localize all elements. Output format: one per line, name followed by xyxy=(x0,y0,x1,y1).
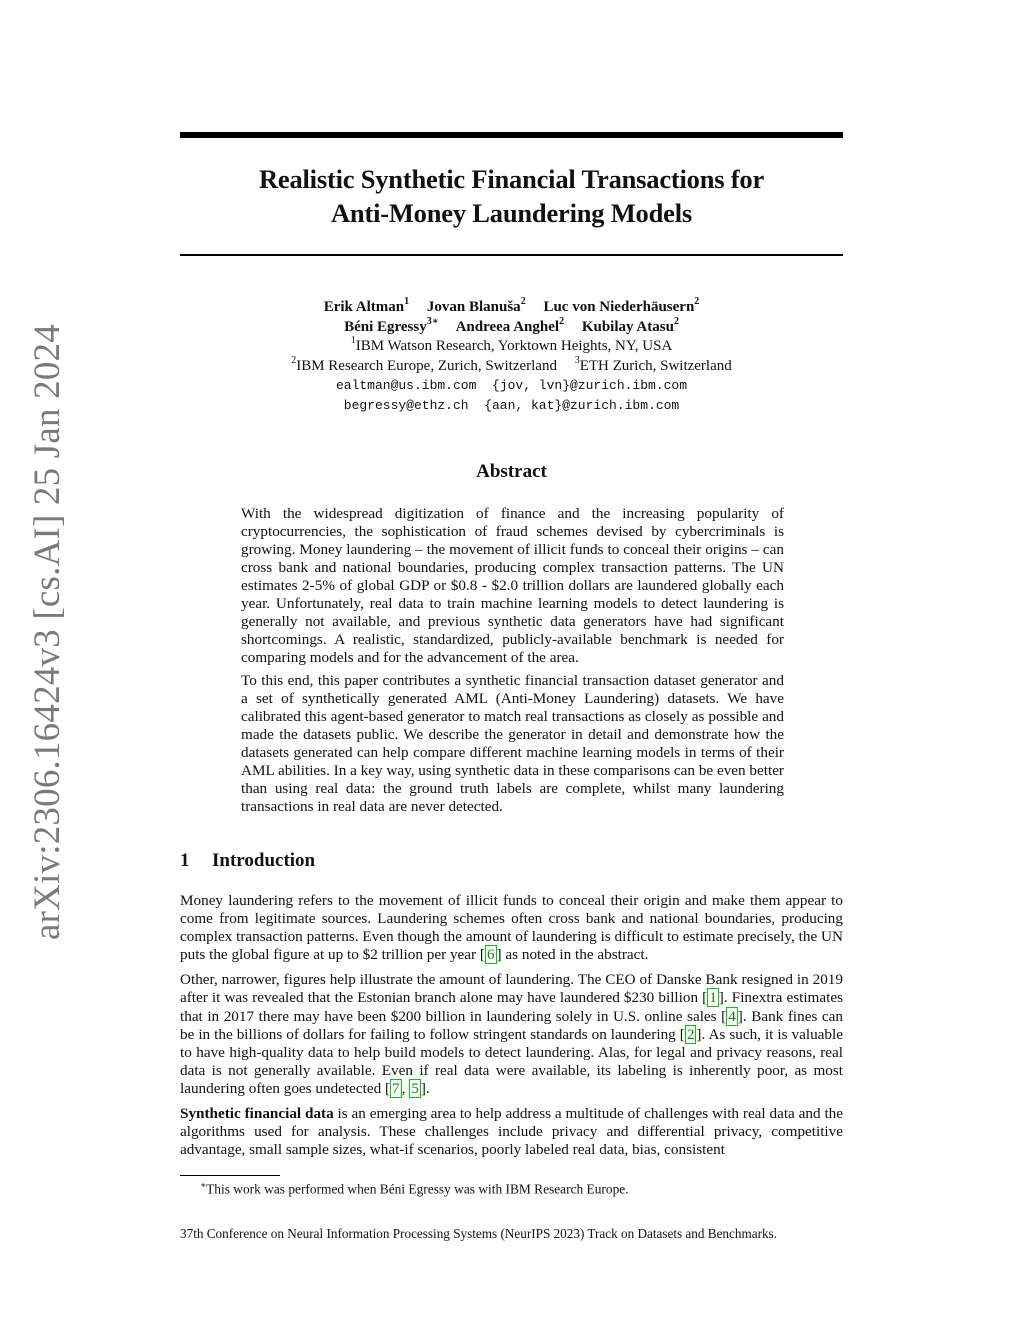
author-name: Béni Egressy xyxy=(344,318,427,335)
footnote-rule xyxy=(180,1175,280,1176)
author-name: Andreea Anghel xyxy=(455,318,560,335)
section-number: 1 xyxy=(180,850,190,871)
text-run: Money laundering refers to the movement of illicit funds to conceal their origin and make them appear to come from legitimate sources. Laundering schemes often cross bank and national boundaries, producing complex transaction patterns. Even though the amount of laundering is difficult to estimate precisely, the UN puts the global figure at up to $2 trillion per year xyxy=(180,892,843,964)
author-name: Kubilay Atasu xyxy=(581,318,674,335)
affiliation-mark: 1 xyxy=(350,335,356,346)
text-run: . Finextra estimates that in 2017 there may have been $200 billion in laundering solely in U.S. online sales xyxy=(180,989,843,1025)
text-run: . Bank fines can be in the billions of dollars for failing to follow stringent standards on laundering xyxy=(180,1007,843,1043)
abstract-paragraph: With the widespread digitization of finance and the increasing popularity of cryptocurrencies, the sophistication of fraud schemes devised by cybercriminals is growing. Money laundering – the movement of illicit funds to conceal their origins – can cross bank and national boundaries, producing complex transaction patterns. The UN estimates 2-5% of global GDP or $0.8 - $2.0 trillion dollars are laundered globally each year. Unfortunately, real data to train machine learning models to detect laundering is generally not available, and previous synthetic data generators have had significant shortcomings. A realistic, standardized, publicly-available benchmark is needed for comparing models and for the advancement of the area. xyxy=(241,505,784,666)
author-block xyxy=(180,298,843,415)
email-line-2: begressy@ethz.ch {aan, kat}@zurich.ibm.com xyxy=(343,397,680,413)
arxiv-stamp: arXiv:2306.16424v3 [cs.AI] 25 Jan 2024 xyxy=(27,324,68,940)
abstract-heading: Abstract xyxy=(476,461,547,482)
abstract-paragraph: To this end, this paper contributes a synthetic financial transaction dataset generator and a set of synthetically generated AML (Anti-Money Laundering) datasets. We have calibrated this agent-based generator to match real transactions as closely as possible and made the datasets public. We describe the generator in detail and demonstrate how the datasets generated can help compare different machine learning models in terms of their AML abilities. In a key way, using synthetic data in these comparisons can be even better than using real data: the ground truth labels are complete, whilst many laundering transactions in real data are never detected. xyxy=(241,672,784,815)
text-run: as noted in the abstract. xyxy=(501,946,649,964)
affiliation: ETH Zurich, Switzerland xyxy=(579,357,732,374)
author-line-2 xyxy=(180,315,843,338)
author-affiliation-mark: 1 xyxy=(404,296,410,307)
abstract-body xyxy=(241,505,784,821)
affiliation: IBM Watson Research, Yorktown Heights, NY, USA xyxy=(355,338,673,354)
text-run: . As such, it is valuable to have high-quality data to help build models to detect laundering. Alas, for legal and privacy reasons, real data is not generally available. Even if real data were available, its labeling is inherently poor, as most laundering often goes undetected xyxy=(180,1025,843,1097)
text-run: . xyxy=(425,1079,430,1097)
title-bottom-rule xyxy=(180,254,843,256)
text-run: Other, narrower, figures help illustrate the amount of laundering. The CEO of Danske Bank resigned in 2019 after it was revealed that the Estonian branch alone may have laundered $230 billion xyxy=(180,971,843,1007)
footnote xyxy=(200,1180,629,1197)
affiliation: IBM Research Europe, Zurich, Switzerland xyxy=(296,357,557,374)
author-name: Jovan Blanuša xyxy=(426,299,521,315)
affiliation-mark: 3 xyxy=(574,354,580,366)
intro-body xyxy=(180,892,843,1166)
citation-link[interactable]: 6 xyxy=(486,946,495,964)
author-affiliation-mark: 2 xyxy=(673,315,679,327)
title-top-rule xyxy=(180,132,843,138)
author-affiliation-mark: 3∗ xyxy=(426,315,439,327)
conference-note: 37th Conference on Neural Information Processing Systems (NeurIPS 2023) Track on Datasets and Benchmarks. xyxy=(180,1226,777,1241)
footnote-mark: ∗ xyxy=(200,1180,207,1190)
body-paragraph: Money laundering refers to the movement of illicit funds to conceal their origin and make them appear to come from legitimate sources. Laundering schemes often cross bank and national boundaries, producing complex transaction patterns. Even though the amount of laundering is difficult to estimate precisely, the UN puts the global figure at up to $2 trillion per year [ 6 ] as noted in the abstract. xyxy=(180,892,843,964)
email-line-1: ealtman@us.ibm.com {jov, lvn}@zurich.ibm.com xyxy=(335,378,688,393)
body-paragraph xyxy=(180,1105,843,1159)
citation-link[interactable]: 5 xyxy=(411,1079,419,1097)
author-affiliation-mark: 2 xyxy=(520,296,526,307)
citation-link[interactable]: 2 xyxy=(686,1025,695,1043)
author-name: Luc von Niederhäusern xyxy=(543,299,695,315)
affiliation-line-1 xyxy=(180,337,843,357)
text-run: is an emerging area to help address a multitude of challenges with real data and the algorithms used for analysis. These challenges include privacy and differential privacy, competitive advantage, small sample sizes, what-if scenarios, poorly labeled real data, bias, consistent xyxy=(180,1105,843,1159)
bold-term: Synthetic financial data xyxy=(180,1105,334,1123)
paper-title xyxy=(180,162,843,230)
author-affiliation-mark: 2 xyxy=(559,315,565,327)
footnote-text: This work was performed when Béni Egressy was with IBM Research Europe. xyxy=(206,1181,629,1197)
author-line-1 xyxy=(180,298,843,318)
body-paragraph: Other, narrower, figures help illustrate the amount of laundering. The CEO of Danske Bank resigned in 2019 after it was revealed that the Estonian branch alone may have laundered $230 billion [ 1 ]. Finextra estimates that in 2017 there may have been $200 billion in laundering solely in U.S. online sales [ 4 ]. Bank fines can be in the billions of dollars for failing to follow stringent standards on laundering [ 2 ]. As such, it is valuable to have high-quality data to help build models to detect laundering. Alas, for legal and privacy reasons, real data is not generally available. Even if real data were available, its labeling is inherently poor, as most laundering often goes undetected [ 7 , 5 ]. xyxy=(180,971,843,1097)
title-line-1: Realistic Synthetic Financial Transactions for xyxy=(258,164,765,194)
section-heading xyxy=(180,850,315,872)
citation-link[interactable]: 4 xyxy=(728,1007,736,1025)
affiliation-line-2 xyxy=(180,354,843,377)
citation-link[interactable]: 7 xyxy=(392,1079,400,1097)
citation-link[interactable]: 1 xyxy=(709,989,717,1007)
affiliation-mark: 2 xyxy=(291,354,297,366)
author-affiliation-mark: 2 xyxy=(694,296,700,307)
section-title: Introduction xyxy=(212,850,316,871)
author-name: Erik Altman xyxy=(323,299,405,315)
title-line-2: Anti-Money Laundering Models xyxy=(330,198,692,228)
